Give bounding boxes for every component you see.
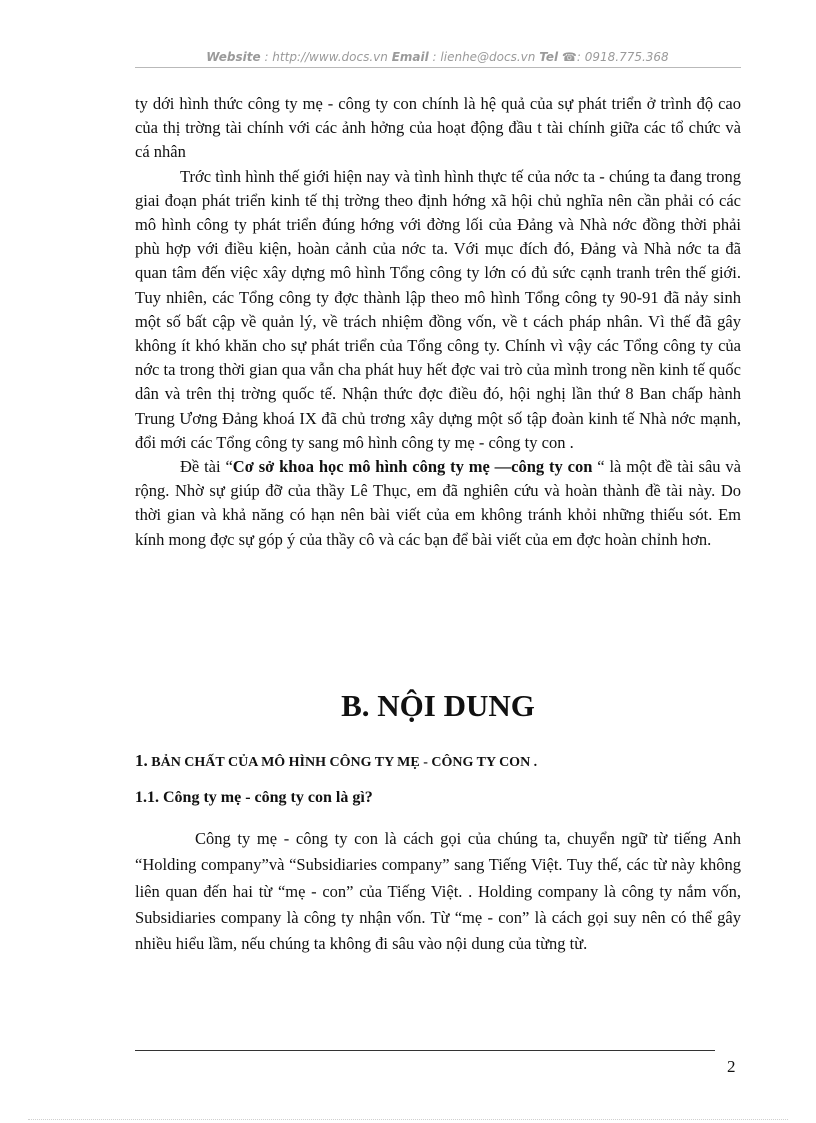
topic-prefix: Đề tài “	[180, 457, 233, 477]
paragraph-continuation: ty dới hình thức công ty mẹ - công ty con chính là hệ quả của sự phát triển ở trình độ cao của thị trờng tài chính với các ảnh hởng của hoạt động đầu t tài chính giữa các tổ chức và cá nhân	[135, 94, 741, 162]
email-value[interactable]: : lienhe@docs.vn	[428, 50, 540, 64]
email-label: Email	[391, 50, 429, 64]
paragraph-context: Trớc tình hình thế giới hiện nay và tình hình thực tế của nớc ta - chúng ta đang trong giai đoạn phát triển kinh tế thị trờng theo định hớng xã hội chủ nghĩa nên cần phải có các mô hình công ty phát triển đúng hớng với đờng lối của Đảng và Nhà nớc đồng thời phải phù hợp với điều kiện, hoàn cảnh của nớc ta. Với mục đích đó, Đảng và Nhà nớc ta đã quan tâm đến việc xây dựng mô hình Tổng công ty lớn có đủ sức cạnh tranh trên thế giới. Tuy nhiên, các Tổng công ty đợc thành lập theo mô hình Tổng công ty 90-91 đã nảy sinh một số bất cập về quản lý, về trách nhiệm đồng vốn, về t cách pháp nhân. Vì thế đã gây không ít khó khăn cho sự phát triển của Tổng công ty. Chính vì vậy các Tổng công ty của nớc ta trong thời gian qua vẫn cha phát huy hết đợc vai trò của mình trong nền kinh tế quốc dân và trên thị trờng quốc tế. Nhận thức đợc điều đó, hội nghị lần thứ 8 Ban chấp hành Trung Ương Đảng khoá IX đã chủ trơng xây dựng một số tập đoàn kinh tế Nhà nớc mạnh, đổi mới các Tổng công ty sang mô hình công ty mẹ - công ty con .	[135, 166, 741, 452]
topic-title: Cơ sở khoa học mô hình công ty mẹ —công ty con	[232, 457, 593, 477]
heading-1	[135, 751, 537, 771]
page-header	[135, 50, 740, 64]
section-title: B. NỘI DUNG	[341, 688, 535, 723]
page-bottom-border	[28, 1119, 788, 1120]
page-number: 2	[727, 1057, 736, 1076]
definition-text	[135, 826, 741, 957]
website-value[interactable]: : http://www.docs.vn	[260, 50, 392, 64]
paragraph-definition: Công ty mẹ - công ty con là cách gọi của chúng ta, chuyển ngữ từ tiếng Anh “Holding company”và “Subsidiaries company” sang Tiếng Việt. Tuy thế, các từ này không liên quan đến hai từ “mẹ - con” của Tiếng Việt. . Holding company là công ty nắm vốn, Subsidiaries company là công ty nhận vốn. Từ “mẹ - con” là cách gọi suy nên có thể gây nhiều hiểu lầm, nếu chúng ta không đi sâu vào nội dung của từng từ.	[135, 829, 741, 954]
tel-label: Tel	[539, 50, 559, 64]
tel-value: ☎: 0918.775.368	[558, 50, 669, 64]
website-label: Website	[206, 50, 261, 64]
heading-1-text: BẢN CHẤT CỦA MÔ HÌNH CÔNG TY MẸ - CÔNG TY CON .	[147, 755, 538, 770]
intro-text	[135, 92, 741, 552]
paragraph-topic	[135, 455, 741, 552]
heading-1-number: 1.	[135, 751, 148, 770]
footer-divider	[135, 1050, 715, 1051]
heading-1-1: 1.1. Công ty mẹ - công ty con là gì?	[135, 789, 373, 806]
topic-rest: “ là một đề tài sâu và rộng. Nhờ sự giúp đỡ của thầy Lê Thục, em đã nghiên cứu và hoàn thành đề tài này. Do thời gian và khả năng có hạn nên bài viết của em không tránh khỏi những thiếu sót. Em kính mong đợc sự góp ý của thầy cô và các bạn để bài viết của em đợc hoàn chỉnh hơn.	[135, 457, 741, 549]
header-divider	[135, 67, 741, 68]
